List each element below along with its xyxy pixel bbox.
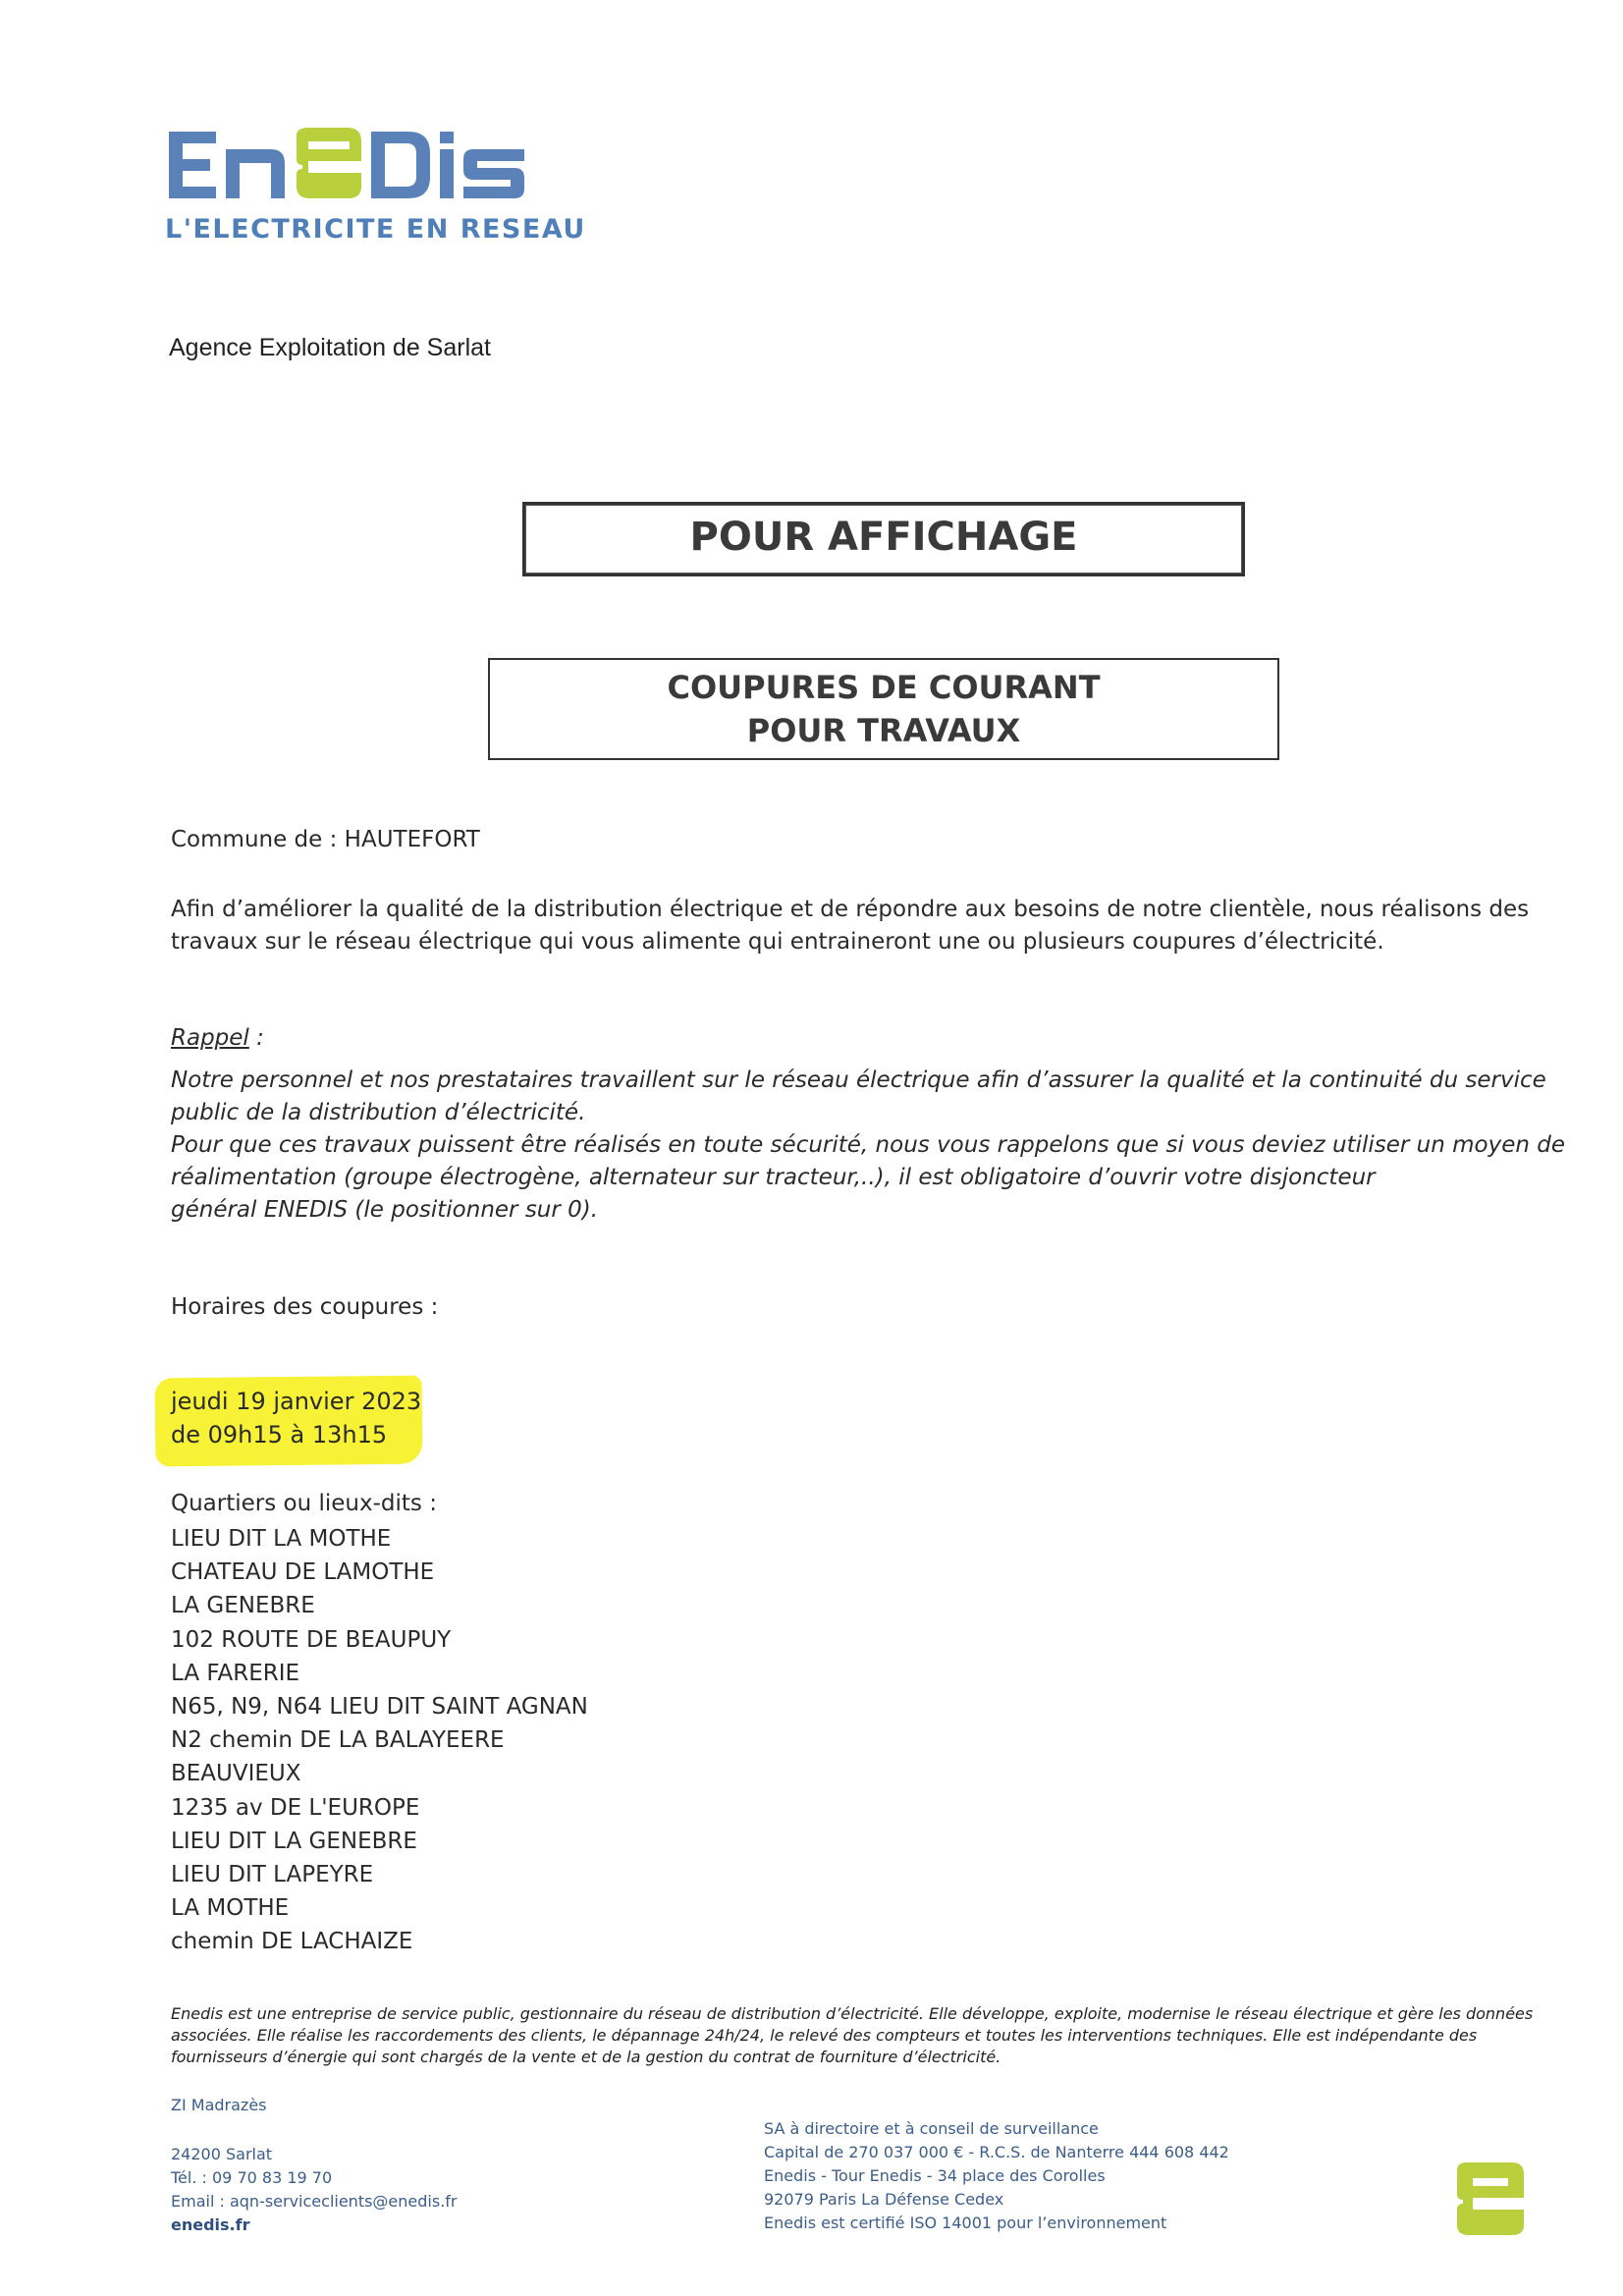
notice-subtitle-box <box>488 658 1279 760</box>
rappel-line-1: Notre personnel et nos prestataires travaillent sur le réseau électrique afin d’assurer la qualité et la continuité du service <box>171 1067 1546 1093</box>
address-line-1: ZI Madrazès <box>171 2096 267 2114</box>
place-item: LIEU DIT LA MOTHE <box>171 1526 392 1552</box>
legal-notice <box>171 2003 1534 2068</box>
address-line-2: 24200 Sarlat <box>171 2145 273 2163</box>
rappel-line-3: Pour que ces travaux puissent être réalisés en toute sécurité, nous vous rappelons que si vous deviez utiliser un moyen de <box>171 1132 1566 1158</box>
company-line-2: Capital de 270 037 000 € - R.C.S. de Nanterre 444 608 442 <box>764 2143 1229 2161</box>
place-item: N65, N9, N64 LIEU DIT SAINT AGNAN <box>171 1694 588 1721</box>
notice-title-box: POUR AFFICHAGE <box>522 502 1245 576</box>
company-line-3: Enedis - Tour Enedis - 34 place des Corolles <box>764 2166 1106 2185</box>
outage-date: jeudi 19 janvier 2023 <box>171 1388 422 1415</box>
rappel-colon: : <box>248 1025 264 1051</box>
agency-address <box>171 2094 457 2237</box>
rappel-line-2: public de la distribution d’électricité. <box>171 1100 586 1125</box>
enedis-symbol-icon <box>1451 2160 1528 2237</box>
website-link[interactable]: enedis.fr <box>171 2215 250 2234</box>
place-item: 1235 av DE L'EUROPE <box>171 1794 420 1821</box>
legal-line-2: associées. Elle réalise les raccordements des clients, le dépannage 24h/24, le relevé des compteurs et toutes les interventions techniques. Elle est indépendante des <box>171 2026 1478 2045</box>
enedis-logo <box>165 126 528 204</box>
company-line-1: SA à directoire et à conseil de surveillance <box>764 2119 1099 2138</box>
place-item: LIEU DIT LA GENEBRE <box>171 1828 417 1854</box>
intro-line-1: Afin d’améliorer la qualité de la distribution électrique et de répondre aux besoins de notre clientèle, nous réalisons des <box>171 897 1530 922</box>
legal-line-1: Enedis est une entreprise de service public, gestionnaire du réseau de distribution d’électricité. Elle développe, exploite, modernise le réseau électrique et gère les données <box>171 2004 1534 2023</box>
company-line-4: 92079 Paris La Défense Cedex <box>764 2190 1004 2209</box>
intro-paragraph <box>171 894 1536 958</box>
rappel-paragraph <box>171 1065 1566 1227</box>
company-info <box>764 2117 1229 2235</box>
agency-name: Agence Exploitation de Sarlat <box>169 334 491 361</box>
intro-line-2: travaux sur le réseau électrique qui vous alimente qui entraineront une ou plusieurs coupures d’électricité. <box>171 929 1384 955</box>
place-item: LA FARERIE <box>171 1660 300 1686</box>
place-item: chemin DE LACHAIZE <box>171 1929 413 1955</box>
quartiers-label: Quartiers ou lieux-dits : <box>171 1491 437 1516</box>
address-email[interactable]: Email : aqn-serviceclients@enedis.fr <box>171 2192 458 2211</box>
subtitle-line-2: POUR TRAVAUX <box>746 712 1021 749</box>
place-item: LA GENEBRE <box>171 1593 315 1619</box>
rappel-line-4: réalimentation (groupe électrogène, alternateur sur tracteur,..), il est obligatoire d’ouvrir votre disjoncteur <box>171 1165 1376 1190</box>
rappel-label: Rappel <box>171 1025 249 1051</box>
legal-line-3: fournisseurs d’énergie qui sont chargés de la vente et de la gestion du contrat de fourniture d’électricité. <box>171 2048 1001 2066</box>
place-item: N2 chemin DE LA BALAYEERE <box>171 1727 505 1754</box>
places-list <box>171 1522 588 1959</box>
place-item: LA MOTHE <box>171 1895 290 1922</box>
place-item: BEAUVIEUX <box>171 1761 301 1787</box>
commune-line: Commune de : HAUTEFORT <box>171 827 480 852</box>
outage-schedule <box>171 1385 421 1451</box>
outage-time: de 09h15 à 13h15 <box>171 1421 388 1449</box>
rappel-heading <box>171 1025 264 1051</box>
logo-tagline: L'ELECTRICITE EN RESEAU <box>165 214 586 245</box>
rappel-line-5: général ENEDIS (le positionner sur 0). <box>171 1197 599 1223</box>
horaires-label: Horaires des coupures : <box>171 1294 439 1320</box>
place-item: 102 ROUTE DE BEAUPUY <box>171 1626 452 1653</box>
place-item: LIEU DIT LAPEYRE <box>171 1862 374 1888</box>
company-line-5: Enedis est certifié ISO 14001 pour l’environnement <box>764 2214 1167 2232</box>
place-item: CHATEAU DE LAMOTHE <box>171 1559 435 1586</box>
address-phone: Tél. : 09 70 83 19 70 <box>171 2168 333 2187</box>
subtitle-line-1: COUPURES DE COURANT <box>667 669 1101 706</box>
